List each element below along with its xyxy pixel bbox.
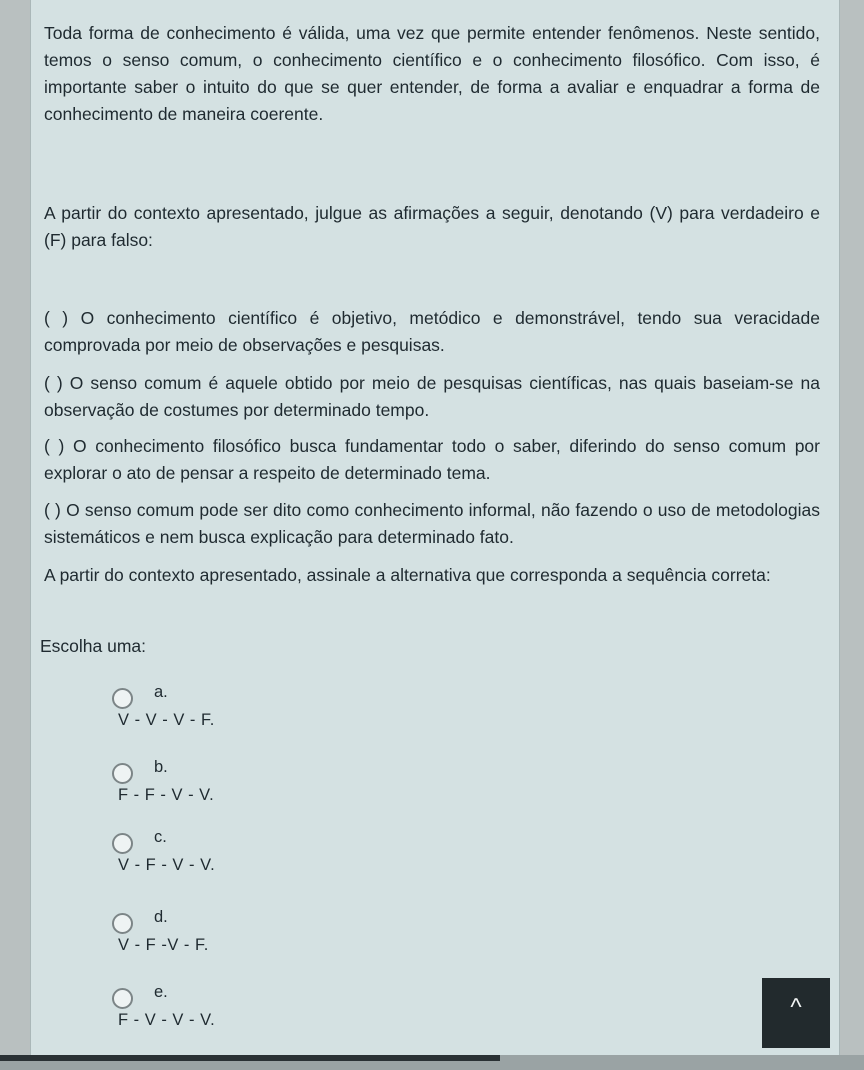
option-c-text[interactable]: V - F - V - V. <box>118 856 216 874</box>
radio-button-b[interactable] <box>112 763 133 784</box>
question-prompt: A partir do contexto apresentado, assinale a alternativa que corresponda a sequência correta: <box>44 565 771 585</box>
option-a-letter: a. <box>154 683 168 701</box>
option-c[interactable] <box>112 828 412 888</box>
option-e-letter: e. <box>154 983 168 1001</box>
scroll-to-top-button[interactable] <box>762 978 830 1048</box>
radio-button-e[interactable] <box>112 988 133 1009</box>
option-b[interactable] <box>112 758 412 818</box>
question-instruction: A partir do contexto apresentado, julgue as afirmações a seguir, denotando (V) para verdadeiro e (F) para falso: <box>44 203 820 250</box>
bottom-progress-bar <box>0 1055 864 1070</box>
choose-label: Escolha uma: <box>40 636 147 656</box>
option-d-text[interactable]: V - F -V - F. <box>118 936 209 954</box>
option-b-text[interactable]: F - F - V - V. <box>118 786 215 804</box>
statement-2: ( ) O senso comum é aquele obtido por meio de pesquisas científicas, nas quais baseiam-se na observação de costumes por determinado tempo. <box>44 373 820 420</box>
statement-1: ( ) O conhecimento científico é objetivo, metódico e demonstrável, tendo sua veracidade comprovada por meio de observações e pesquisas. <box>44 308 820 355</box>
option-d[interactable] <box>112 908 412 968</box>
option-a[interactable] <box>112 683 412 743</box>
option-d-letter: d. <box>154 908 168 926</box>
statement-3: ( ) O conhecimento filosófico busca fundamentar todo o saber, diferindo do senso comum por explorar o ato de pensar a respeito de determinado tema. <box>44 436 820 483</box>
bottom-progress-fill <box>0 1055 500 1061</box>
chevron-up-icon: ^ <box>790 994 802 1021</box>
statement-4: ( ) O senso comum pode ser dito como conhecimento informal, não fazendo o uso de metodologias sistemáticos e nem busca explicação para determinado fato. <box>44 500 820 547</box>
option-e[interactable] <box>112 983 412 1043</box>
option-c-letter: c. <box>154 828 167 846</box>
radio-button-d[interactable] <box>112 913 133 934</box>
radio-button-a[interactable] <box>112 688 133 709</box>
question-intro: Toda forma de conhecimento é válida, uma vez que permite entender fenômenos. Neste sentido, temos o senso comum, o conhecimento científico e o conhecimento filosófico. Com isso, é importante saber o intuito do que se quer entender, de forma a avaliar e enquadrar a forma de conhecimento de maneira coerente. <box>44 23 820 124</box>
option-b-letter: b. <box>154 758 168 776</box>
option-a-text[interactable]: V - V - V - F. <box>118 711 215 729</box>
radio-button-c[interactable] <box>112 833 133 854</box>
option-e-text[interactable]: F - V - V - V. <box>118 1011 216 1029</box>
